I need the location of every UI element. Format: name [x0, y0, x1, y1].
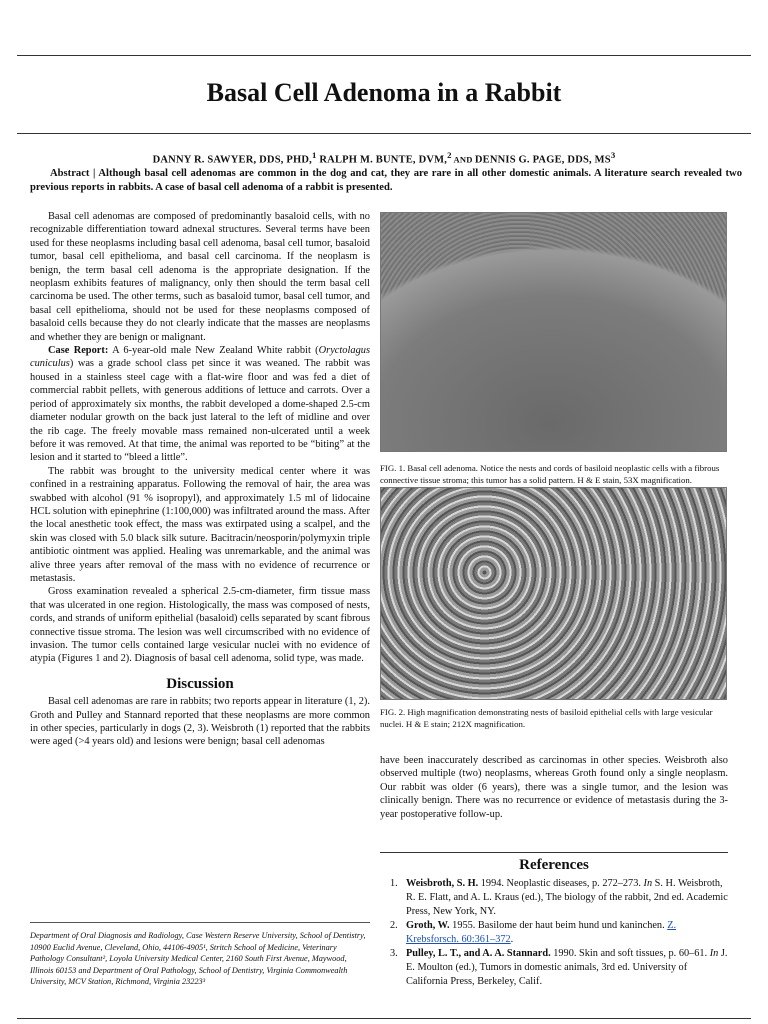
- histology-paragraph: Gross examination revealed a spherical 2.5-cm-diameter, firm tissue mass that was ulcerated in one region. Histologically, the mass was composed of nests, cords, and strands of uniform epithelial (basaloid) cells separated by scant fibrous connective tissue stroma. The lesion was well circumscribed with no evidence of invasion. The tumor cells contained large vesicular nuclei with no evidence of atypia (Figures 1 and 2). Diagnosis of basal cell adenoma, solid type, was made.: [30, 586, 370, 665]
- discussion-paragraph: Basal cell adenomas are rare in rabbits; two reports appear in literature (1, 2). Groth and Pulley and Stannard reported that these neoplasms are more common in other species, particularly in dogs (2, 3). Weisbroth (1) reported that the rabbits were aged (>4 years old) and lesions were benign; basal cell adenomas: [30, 696, 370, 748]
- reference-author: Groth, W.: [406, 920, 450, 931]
- case-report-label: Case Report:: [48, 345, 109, 357]
- footnote-rule: [30, 922, 370, 923]
- top-rule: [17, 55, 751, 56]
- species-name: Oryctolagus cuniculus: [30, 345, 371, 370]
- reference-item: [380, 877, 728, 919]
- author-1: DANNY R. SAWYER, DDS, PHD,: [152, 154, 312, 166]
- reference-author: Pulley, L. T., and A. A. Stannard.: [406, 948, 551, 959]
- title-rule: [17, 133, 751, 134]
- references-rule: [380, 852, 728, 853]
- author-conjunction: AND: [451, 154, 475, 165]
- reference-text: .: [510, 934, 514, 945]
- author-1-mark: 1: [312, 150, 317, 160]
- reference-in: In: [643, 878, 653, 889]
- case-text-2: ) was a grade school class pet since it was weaned. The rabbit was housed in a stainless steel cage with a flat-wire floor and was fed a diet of commercial rabbit pellets, with generous additions of lettuce and carrots. Over a period of approximately six months, the rabbit developed a dome-shaped 2.5-cm diameter nodular growth on the back just lateral to the left of midline and over the rib cage. The freely movable mass remained non-ulcerated until a week before it was removed. At that time, the animal was reported to be “biting” at the lesion and it started to “bleed a little”.: [30, 358, 370, 464]
- reference-number: 3.: [390, 948, 398, 959]
- figure-2-micrograph: [380, 487, 727, 700]
- discussion-heading: Discussion: [166, 675, 234, 692]
- reference-number: 2.: [390, 920, 398, 931]
- reference-text: 1955. Basilome der haut beim hund und kaninchen.: [449, 920, 668, 931]
- case-report-paragraph: [30, 344, 370, 465]
- intro-paragraph: Basal cell adenomas are composed of predominantly basaloid cells, with no recognizable differentiation toward adnexal structures. Several terms have been used for these neoplasms including basal cell adenoma, basal cell tumor, basaloid tumor, basal cell epithelioma, and basal cell carcinoma. If the neoplasm is benign, the term basal cell adenoma is the appropriate designation. If the neoplasm exhibits features of malignancy, only then should the term basal cell carcinoma be used. The other terms, such as basaloid tumor, basal cell tumor, and basal cell epithelioma, should not be used for these neoplasms composed of basaloid cells because they do not clearly indicate that the masses are neoplasms and whether they are benign or malignant.: [30, 211, 370, 343]
- references-heading: References: [519, 857, 589, 873]
- reference-text: J. E. Moulton (ed.), Tumors in domestic animals, 3rd ed. University of California Press, Berkeley, Calif.: [406, 948, 728, 987]
- figure-2-caption: FIG. 2. High magnification demonstrating nests of basiloid epithelial cells with large vesicular nuclei. H & E stain; 212X magnification.: [380, 707, 713, 729]
- author-3: DENNIS G. PAGE, DDS, MS: [474, 154, 611, 166]
- right-column: [380, 754, 728, 821]
- author-2-mark: 2: [447, 150, 452, 160]
- discussion-continued: have been inaccurately described as carcinomas in other species. Weisbroth also observed multiple (two) neoplasms, whereas Groth found only a single neoplasm. Our rabbit was older (6 years), there was a single tumor, and the lesion was clinically benign. There was no recurrence or evidence of metastasis during the 3-year postoperative follow-up.: [380, 755, 728, 820]
- affiliations-footnote: Department of Oral Diagnosis and Radiology, Case Western Reserve University, School of Dentistry, 10900 Euclid Avenue, Cleveland, Ohio, 44106-4905¹, Stritch School of Medicine, Veterinary Pathology Consultant², Loyola University Medical Center, 2160 South First Avenue, Maywood, Illinois 60153 and Department of Oral Pathology, School of Dentistry, Virginia Commonwealth University, MCV Station, Richmond, Virginia 23223³: [30, 931, 366, 987]
- reference-text: 1994. Neoplastic diseases, p. 272–273.: [478, 878, 644, 889]
- abstract: Abstract | Although basal cell adenomas are common in the dog and cat, they are rare in all other domestic animals. A literature search revealed two previous reports in rabbits. A case of basal cell adenoma of a rabbit is presented.: [30, 168, 742, 193]
- author-3-mark: 3: [610, 150, 616, 160]
- reference-item: [380, 919, 728, 947]
- reference-item: [380, 947, 728, 989]
- case-text-1: A 6-year-old male New Zealand White rabbit (: [108, 345, 319, 357]
- figure-1-caption: FIG. 1. Basal cell adenoma. Notice the nests and cords of basiloid neoplastic cells with a fibrous connective tissue stroma; this tumor has a solid pattern. H & E stain, 53X magnification.: [380, 463, 720, 485]
- author-2: RALPH M. BUNTE, DVM,: [316, 154, 448, 166]
- article-title: Basal Cell Adenoma in a Rabbit: [206, 78, 562, 107]
- figure-1-micrograph: [380, 212, 727, 452]
- reference-number: 1.: [390, 878, 398, 889]
- reference-text: 1990. Skin and soft tissues, p. 60–61.: [550, 948, 710, 959]
- reference-author: Weisbroth, S. H.: [406, 878, 479, 889]
- reference-link[interactable]: Z. Krebsforsch. 60:361–372: [406, 920, 677, 945]
- reference-list: [380, 877, 728, 989]
- left-column: [30, 210, 370, 749]
- author-line: [0, 150, 768, 166]
- procedure-paragraph: The rabbit was brought to the university medical center where it was confined in a restraining apparatus. Following the removal of hair, the area was swabbed with alcohol (91 % isopropyl), and approximately 1.5 ml of lidocaine HCL solution with epinephrine (1:100,000) was infiltrated around the mass. After the local anesthetic took effect, the mass was extirpated using a scalpel, and the skin was closed with 5.0 black silk suture. Bacitracin/neosporin/polymyxin triple antibiotic ointment was applied. Healing was unremarkable, and the animal was alive three years after removal of the mass with no evidence of recurrence or metastasis.: [30, 465, 370, 584]
- reference-in: In: [709, 948, 719, 959]
- bottom-rule: [17, 1018, 751, 1019]
- reference-text: S. H. Weisbroth, R. E. Flatt, and A. L. Kraus (ed.), The biology of the rabbit, 2nd ed. Academic Press, New York, NY.: [406, 878, 728, 917]
